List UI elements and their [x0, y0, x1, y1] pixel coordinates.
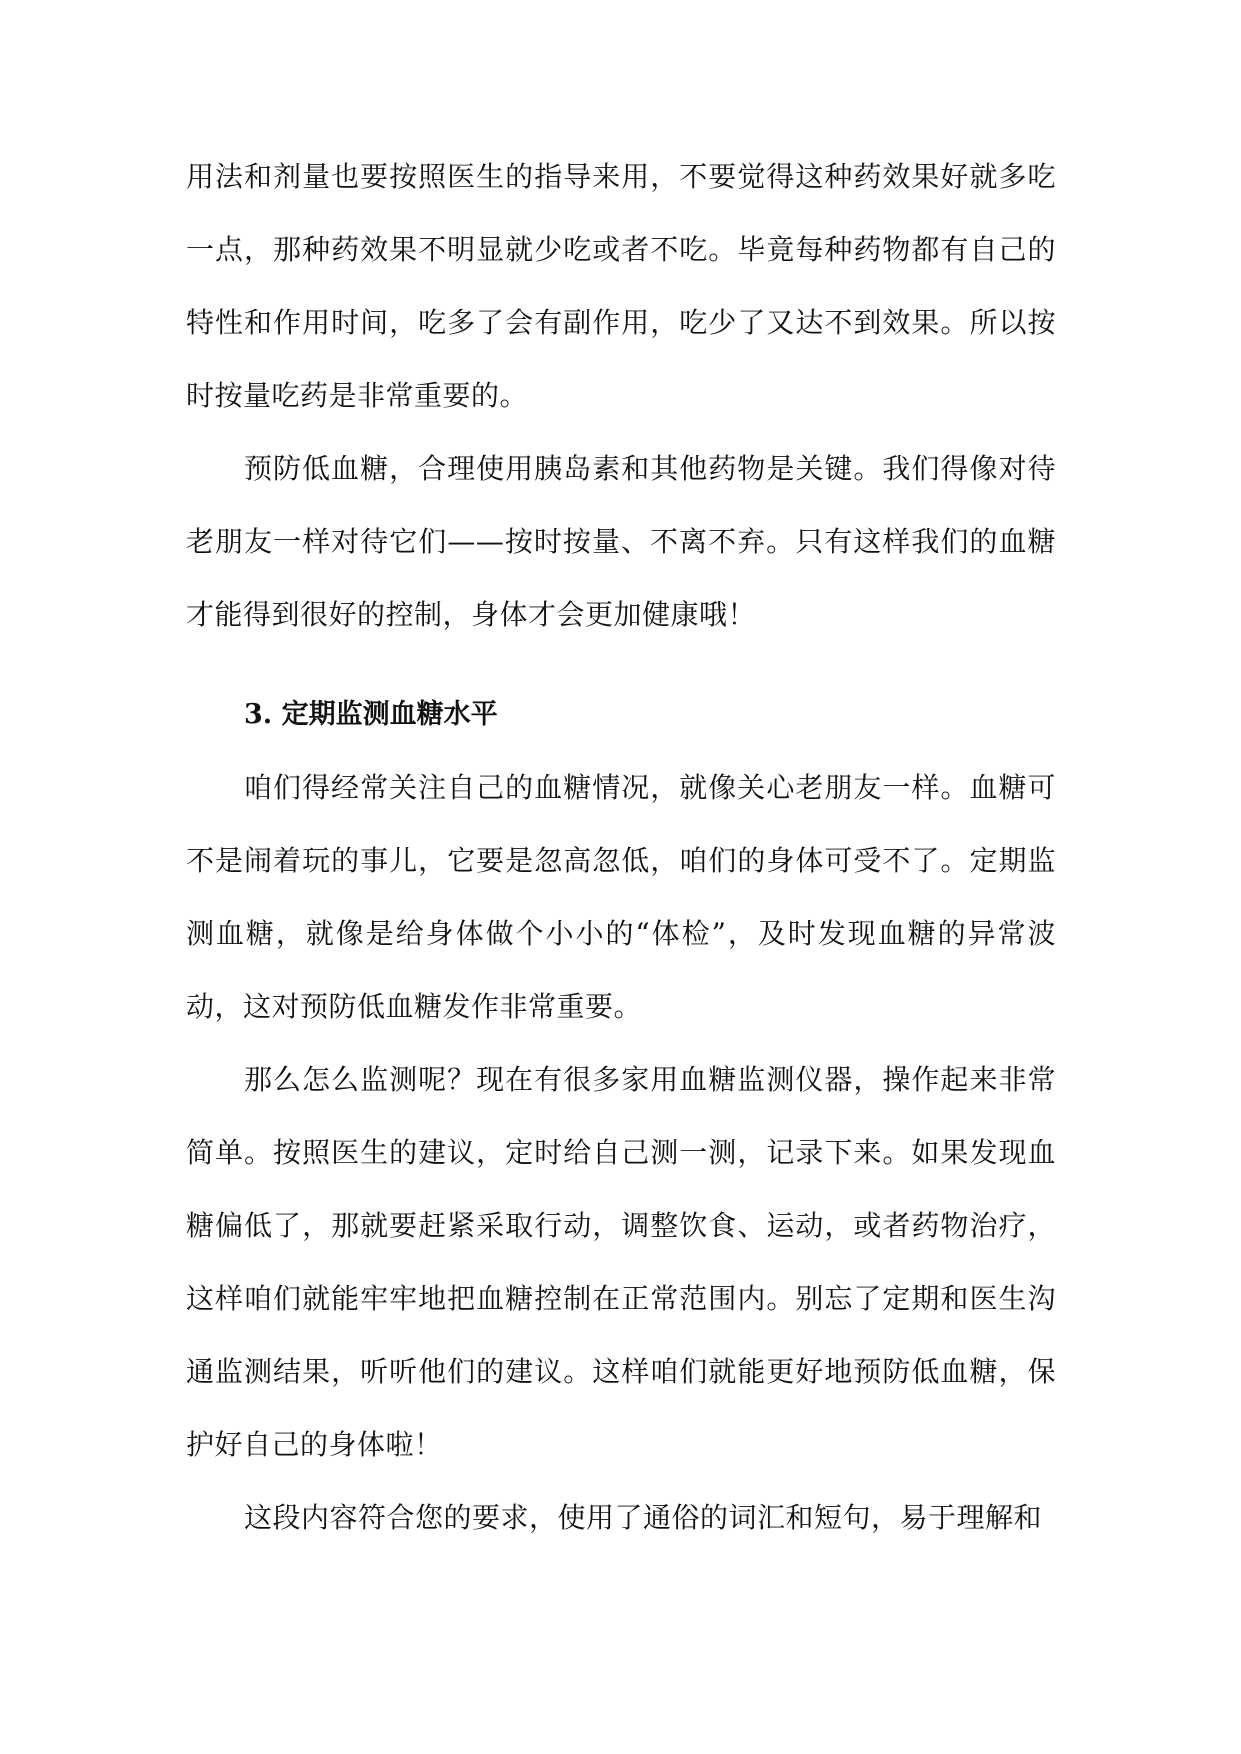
section-heading-monitoring: 3. 定期监测血糖水平 [244, 699, 498, 730]
paragraph-monitoring-method: 那么怎么监测呢？现在有很多家用血糖监测仪器，操作起来非常简单。按照医生的建议，定时给自己测一测，记录下来。如果发现血糖偏低了，那就要赶紧采取行动，调整饮食、运动，或者药物治疗，这样咱们就能牢牢地把血糖控制在正常范围内。别忘了定期和医生沟通监测结果，听听他们的建议。这样咱们就能更好地预防低血糖，保护好自己的身体啦！ [186, 1063, 1056, 1461]
paragraph-closing-note: 这段内容符合您的要求，使用了通俗的词汇和短句，易于理解和 [244, 1501, 1043, 1534]
paragraph-medication-dosage: 用法和剂量也要按照医生的指导来用，不要觉得这种药效果好就多吃一点，那种药效果不明显就少吃或者不吃。毕竟每种药物都有自己的特性和作用时间，吃多了会有副作用，吃少了又达不到效果。所以按时按量吃药是非常重要的。 [186, 160, 1056, 412]
paragraph-monitoring-importance: 咱们得经常关注自己的血糖情况，就像关心老朋友一样。血糖可不是闹着玩的事儿，它要是忽高忽低，咱们的身体可受不了。定期监测血糖，就像是给身体做个小小的“体检”，及时发现血糖的异常波动，这对预防低血糖发作非常重要。 [186, 771, 1056, 1023]
document-body [186, 140, 1056, 1554]
paragraph-prevent-hypoglycemia: 预防低血糖，合理使用胰岛素和其他药物是关键。我们得像对待老朋友一样对待它们——按时按量、不离不弃。只有这样我们的血糖才能得到很好的控制，身体才会更加健康哦！ [186, 452, 1056, 631]
